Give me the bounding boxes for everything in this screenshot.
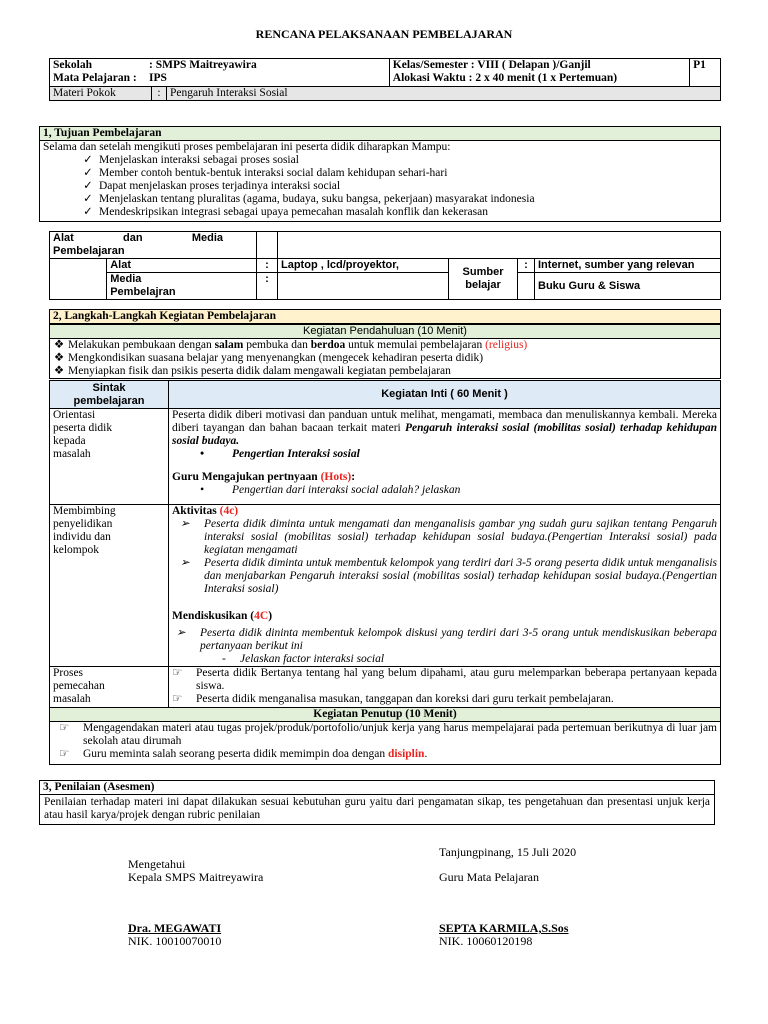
list-item: ☞ Mengagendakan materi atau tugas projek/produk/portofolio/unjuk kerja yang harus mempelajarai pada pertemuan berikutnya di luar jam sekolah atau dirumah (59, 722, 717, 747)
sumber-label: Sumber belajar (449, 259, 518, 300)
hand-icon: ☞ (59, 748, 70, 760)
header-table (49, 58, 721, 87)
arrow-icon: ➢ (180, 557, 190, 569)
penilaian-text: Penilaian terhadap materi ini dapat dilakukan sesuai kebutuhan guru yaitu dari pengamatan sikap, tes pengetahuan dan presentasi unjuk kerja atau hasil karya/projek dengan rubric penilaian (40, 795, 715, 825)
alat-value: Laptop , lcd/proyektor, (278, 259, 449, 273)
penilaian-heading: 3, Penilaian (Asesmen) (40, 781, 715, 795)
sekolah-label: Sekolah (53, 59, 92, 71)
langkah-heading: 2, Langkah-Langkah Kegiatan Pembelajaran (50, 310, 721, 324)
diamond-icon: ❖ (53, 339, 65, 351)
tujuan-list (43, 154, 717, 219)
place-date: Tanjungpinang, 15 Juli 2020 (439, 845, 577, 859)
kepala-title: Kepala SMPS Maitreyawira (128, 870, 264, 884)
diamond-icon: ❖ (53, 352, 65, 364)
sintak-orientasi: Orientasi peserta didik kepada masalah (50, 409, 169, 505)
materi-label: Materi Pokok (50, 87, 152, 101)
orientasi-content: Peserta didik diberi motivasi dan panduan untuk melihat, mengamati, membaca dan menuliskannya kembali. Mereka diberi tayangan dan bahan bacaan terkait materi Pengaruh interaksi sosial (mobilitas sosial) terhadap kehidupan sosial budaya. • Pengertian Interaksi sosial Guru Mengajukan pertnyaan (Hots): • Pengertian dari interaksi social adalah? jelaskan (169, 409, 721, 505)
list-item: ☞ Peserta didik menganalisa masukan, tanggapan dan koreksi dari guru terkait pembelajaran. (172, 693, 614, 705)
tujuan-body (40, 141, 721, 222)
kepala-nik: NIK. 10010070010 (128, 934, 222, 948)
tujuan-heading: 1, Tujuan Pembelajaran (40, 127, 721, 141)
media-label: Media Pembelajran (107, 273, 257, 300)
sumber-value-2: Buku Guru & Siswa (535, 273, 721, 300)
diamond-icon: ❖ (53, 365, 65, 377)
list-item: ✓ Menjelaskan tentang pluralitas (agama, budaya, suku bangsa, pekerjaan) masyarakat indonesia (43, 193, 717, 206)
list-item: ✓ Member contoh bentuk-bentuk interaksi social dalam kehidupan sehari-hari (43, 167, 717, 180)
alat-colon: : (257, 259, 278, 273)
page-title: RENCANA PELAKSANAAN PEMBELAJARAN (255, 27, 513, 41)
sintak-header: Sintak pembelajaran (50, 381, 169, 409)
list-item: ☞ Peserta didik Bertanya tentang hal yang belum dipahami, atau guru melemparkan beberapa pertanyaan kepada siswa. (172, 667, 717, 692)
hand-icon: ☞ (172, 693, 183, 705)
check-icon: ✓ (83, 154, 93, 166)
bullet-icon: • (199, 448, 205, 460)
membimbing-content: Aktivitas (4c) ➢ Peserta didik diminta untuk mengamati dan menganalisis gambar yng sudah guru sajikan tentang Pengaruh interaksi sosial (mobilitas sosial) terhadap kehidupan sosial budaya.(Pengertian Interaksi sosial) pada kegiatan mengamati ➢ Peserta didik diminta untuk membentuk kelompok yang terdiri dari 3-5 orang peserta didik untuk menganalisis dan menjabarkan Pengaruh interaksi sosial (mobilitas sosial) terhadap kehidupan sosial budaya.(Pengertian Interaksi sosial) Mendiskusikan (4C) ➢ Peserta didik dininta membentuk kelompok diskusi yang terdiri dari 3-5 orang untuk mendiskusikan beberapa pertanyaan berikut ini - Jelaskan factor interaksi social (169, 505, 721, 667)
inti-table (49, 380, 721, 765)
hand-icon: ☞ (172, 667, 183, 679)
class-info-cell (389, 59, 689, 87)
materi-row (49, 86, 721, 101)
bullet-icon: • (199, 484, 205, 496)
kepala-name: Dra. MEGAWATI (128, 921, 222, 935)
school-info-cell (50, 59, 390, 87)
list-item: ❖ Menyiapkan fisik dan psikis peserta didik dalam mengawali kegiatan pembelajaran (50, 365, 717, 378)
mapel-value: IPS (149, 72, 167, 84)
list-item: • Pengertian dari interaksi social adalah? jelaskan (172, 484, 717, 497)
list-item: ➢ Peserta didik diminta untuk mengamati dan menganalisis gambar yng sudah guru sajikan tentang Pengaruh interaksi sosial (mobilitas sosial) terhadap kehidupan sosial budaya.(Pengertian Interaksi sosial) pada kegiatan mengamati (180, 518, 717, 556)
tujuan-intro: Selama dan setelah mengikuti proses pembelajaran ini peserta didik diharapkan Mampu: (43, 141, 451, 153)
media-heading-cell: Alat dan Media Pembelajaran (50, 232, 257, 259)
sumber-colon: : (518, 259, 535, 273)
guru-name: SEPTA KARMILA,S.Sos (439, 921, 569, 935)
sintak-membimbing: Membimbing penyelidikan individu dan kelompok (50, 505, 169, 667)
list-item: • Pengertian Interaksi sosial (172, 448, 717, 461)
dash-icon: - (222, 653, 226, 665)
alokasi-waktu: Alokasi Waktu : 2 x 40 menit (1 x Pertemuan) (392, 72, 618, 84)
pendahuluan-title: Kegiatan Pendahuluan (10 Menit) (50, 325, 721, 339)
tujuan-table (39, 126, 721, 222)
kelas-semester: Kelas/Semester : VIII ( Delapan )/Ganjil (392, 59, 591, 71)
check-icon: ✓ (83, 193, 93, 205)
guru-nik: NIK. 10060120198 (439, 934, 533, 948)
penutup-content (50, 722, 721, 765)
penilaian-table (39, 780, 715, 825)
check-icon: ✓ (83, 206, 93, 218)
media-table (49, 231, 721, 300)
penutup-title: Kegiatan Penutup (10 Menit) (50, 708, 721, 722)
sekolah-value: : SMPS Maitreyawira (149, 59, 257, 71)
pendahuluan-table (49, 324, 721, 379)
inti-title: Kegiatan Inti ( 60 Menit ) (169, 381, 721, 409)
check-icon: ✓ (83, 180, 93, 192)
mapel-label: Mata Pelajaran : (53, 72, 137, 84)
list-item: - Jelaskan factor interaksi social (222, 653, 385, 665)
list-item: ❖ Melakukan pembukaan dengan salam pembuka dan berdoa untuk memulai pembelajaran (religius) (50, 339, 717, 352)
pendahuluan-body (50, 339, 721, 379)
list-item: ✓ Dapat menjelaskan proses terjadinya interaksi social (43, 180, 717, 193)
materi-value: Pengaruh Interaksi Sosial (167, 87, 721, 101)
alat-label: Alat (107, 259, 257, 273)
list-item: ✓ Mendeskripsikan integrasi sebagai upaya pemecahan masalah konflik dan kekerasan (43, 206, 717, 219)
list-item: ❖ Mengkondisikan suasana belajar yang menyenangkan (mengecek kehadiran peserta didik) (50, 352, 717, 365)
proses-content (169, 667, 721, 708)
list-item: ☞ Guru meminta salah seorang peserta didik memimpin doa dengan disiplin. (59, 748, 428, 760)
list-item: ➢ Peserta didik dininta membentuk kelompok diskusi yang terdiri dari 3-5 orang untuk mendiskusikan beberapa pertanyaan berikut ini (176, 627, 717, 652)
list-item: ✓ Menjelaskan interaksi sebagai proses sosial (43, 154, 717, 167)
list-item: ➢ Peserta didik diminta untuk membentuk kelompok yang terdiri dari 3-5 orang peserta didik untuk menganalisis dan menjabarkan Pengaruh interaksi sosial (mobilitas sosial) terhadap kehidupan sosial budaya.(Pengertian Interaksi sosial) (180, 557, 717, 595)
sumber-value-1: Internet, sumber yang relevan (535, 259, 721, 273)
hand-icon: ☞ (59, 722, 70, 734)
guru-title: Guru Mata Pelajaran (439, 870, 539, 884)
materi-colon: : (152, 87, 167, 101)
check-icon: ✓ (83, 167, 93, 179)
langkah-heading-table (49, 309, 721, 324)
sintak-proses: Proses pemecahan masalah (50, 667, 169, 708)
arrow-icon: ➢ (180, 518, 190, 530)
media-colon: : (257, 273, 278, 300)
arrow-icon: ➢ (176, 627, 186, 639)
mengetahui: Mengetahui (128, 857, 186, 871)
page-code: P1 (690, 59, 721, 87)
